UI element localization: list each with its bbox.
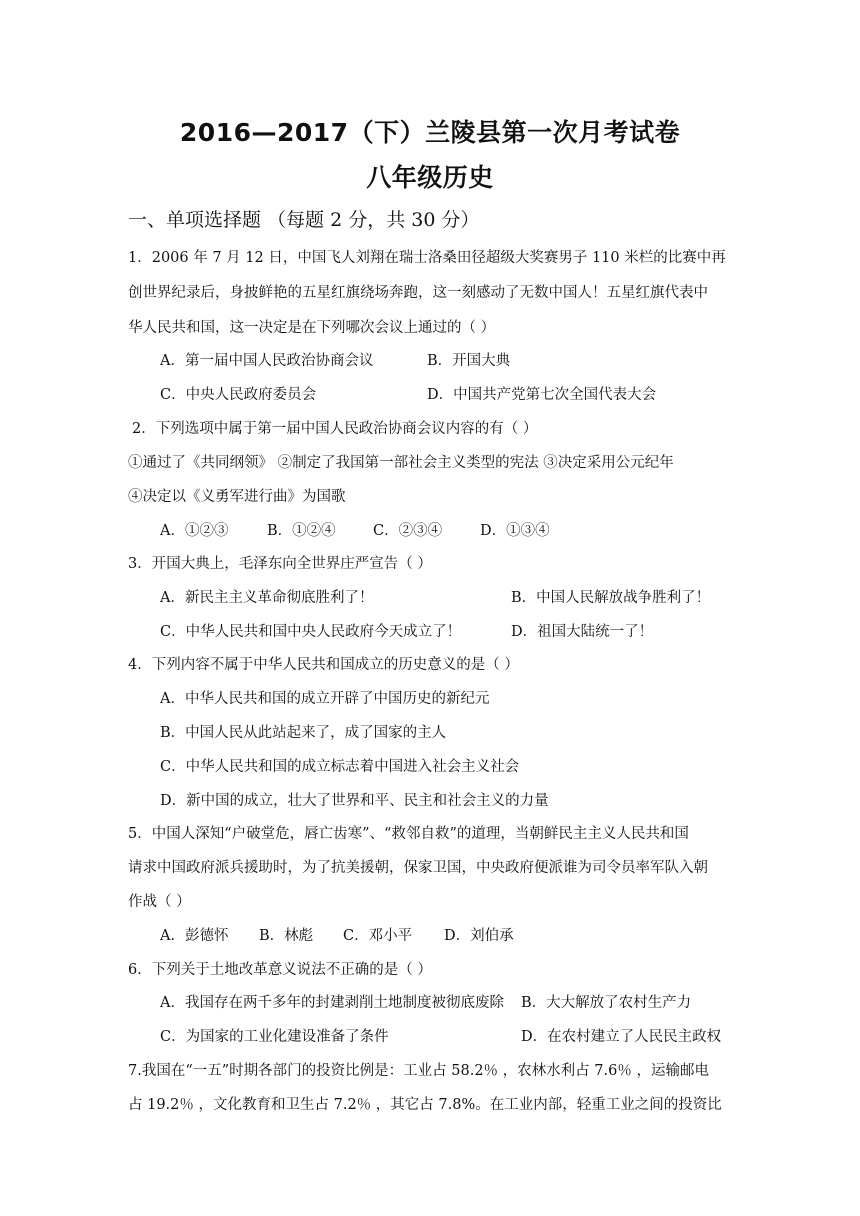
question-3-option-d: D．祖国大陆统一了！ [511,624,654,640]
question-3-option-a: A．新民主主义革命彻底胜利了！ [160,590,374,606]
question-4-option-d: D．新中国的成立，壮大了世界和平、民主和社会主义的力量 [160,793,549,809]
question-2-option-b: B．①②④ [267,523,336,539]
question-5-line-1: 5．中国人深知“户破堂危，唇亡齿寒”、“救邻自救”的道理，当朝鲜民主主义人民共和国 [128,826,689,842]
question-1-option-a: A．第一届中国人民政治协商会议 [160,353,374,369]
question-3-option-b: B．中国人民解放战争胜利了！ [511,590,711,606]
question-1-option-d: D．中国共产党第七次全国代表大会 [427,387,657,403]
question-1-line-2: 创世界纪录后，身披鲜艳的五星红旗绕场奔跑，这一刻感动了无数中国人！五星红旗代表中 [128,285,708,301]
exam-title: 2016—2017（下）兰陵县第一次月考试卷 [179,118,681,147]
question-2-line-3: ④决定以《义勇军进行曲》为国歌 [128,489,346,505]
question-6-line-1: 6．下列关于土地改革意义说法不正确的是（ ） [128,962,432,978]
question-4-option-a: A．中华人民共和国的成立开辟了中国历史的新纪元 [160,691,490,707]
question-5-option-c: C．邓小平 [343,928,413,944]
question-5-option-a: A．彭德怀 [160,928,229,944]
question-4-option-b: B．中国人民从此站起来了，成了国家的主人 [160,725,447,741]
question-5-line-2: 请求中国政府派兵援助时，为了抗美援朝，保家卫国，中央政府便派谁为司令员率军队入朝 [128,860,708,876]
question-2-option-c: C．②③④ [373,523,443,539]
question-4-option-c: C．中华人民共和国的成立标志着中国进入社会主义社会 [160,759,520,775]
question-6-option-a: A．我国存在两千多年的封建剥削土地制度被彻底废除 [160,995,504,1011]
question-2-option-d: D．①③④ [480,523,550,539]
question-2-line-1: 2．下列选项中属于第一届中国人民政治协商会议内容的有（ ） [132,421,538,437]
question-1-line-3: 华人民共和国，这一决定是在下列哪次会议上通过的（ ） [128,320,496,336]
question-2-option-a: A．①②③ [160,523,229,539]
question-6-option-c: C．为国家的工业化建设准备了条件 [160,1029,389,1045]
question-4-line-1: 4．下列内容不属于中华人民共和国成立的历史意义的是（ ） [128,657,519,673]
question-6-option-b: B．大大解放了农村生产力 [521,995,692,1011]
question-5-option-b: B．林彪 [259,928,314,944]
section-heading: 一、单项选择题 （每题 2 分，共 30 分） [128,209,480,231]
question-1-option-c: C．中央人民政府委员会 [160,387,317,403]
question-6-option-d: D．在农村建立了人民民主政权 [521,1029,722,1045]
question-5-option-d: D．刘伯承 [444,928,514,944]
question-2-line-2: ①通过了《共同纲领》 ②制定了我国第一部社会主义类型的宪法 ③决定采用公元纪年 [128,455,674,471]
question-7-line-2: 占 19.2％ ，文化教育和卫生占 7.2％ ，其它占 7.8%。在工业内部，轻重工业之间的投资比 [128,1097,722,1113]
exam-subtitle: 八年级历史 [366,163,494,192]
question-5-line-3: 作战（ ） [128,894,191,910]
question-1-line-1: 1．2006 年 7 月 12 日，中国飞人刘翔在瑞士洛桑田径超级大奖赛男子 110 米栏的比赛中再 [128,250,726,266]
question-7-line-1: 7.我国在“一五”时期各部门的投资比例是：工业占 58.2％ ，农林水利占 7.6％ ，运输邮电 [128,1063,709,1079]
question-3-line-1: 3．开国大典上，毛泽东向全世界庄严宣告（ ） [128,556,432,572]
question-1-option-b: B．开国大典 [427,353,511,369]
question-3-option-c: C．中华人民共和国中央人民政府今天成立了！ [160,624,462,640]
